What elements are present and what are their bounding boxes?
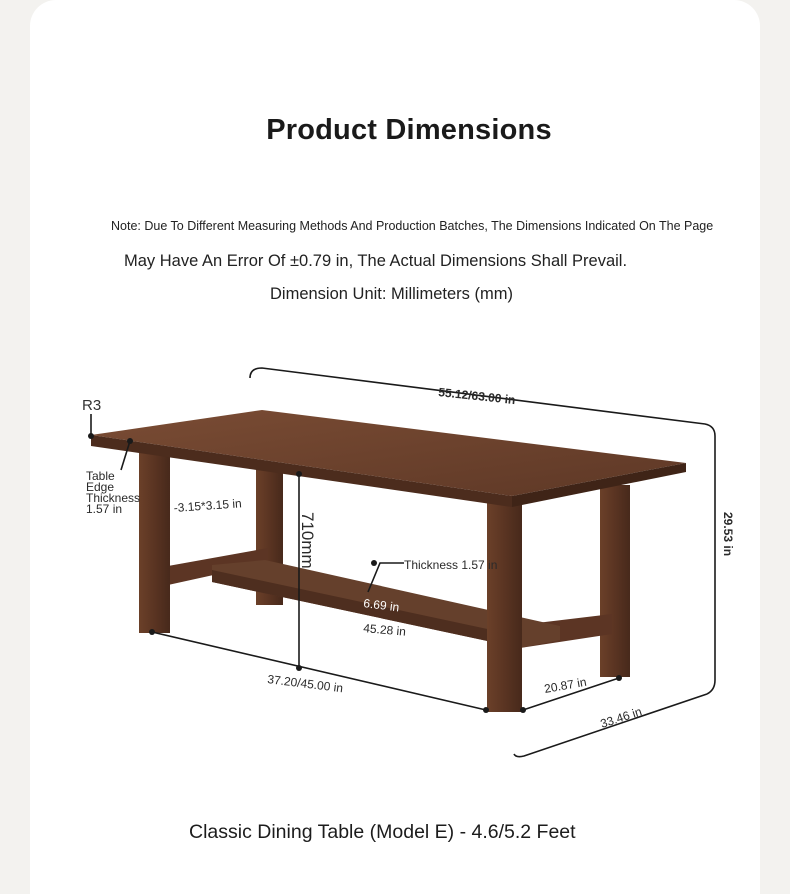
height-dimension-line xyxy=(707,436,715,694)
front-left-leg xyxy=(139,450,170,633)
corner-radius-label: R3 xyxy=(82,397,102,414)
dimension-unit: Dimension Unit: Millimeters (mm) xyxy=(270,285,513,303)
edge-thickness-label-2: Edge xyxy=(86,480,115,494)
inner-length-dimension-line xyxy=(152,632,486,710)
edge-thickness-label-4: 1.57 in xyxy=(86,502,123,516)
product-caption: Classic Dining Table (Model E) - 4.6/5.2 Feet xyxy=(189,821,576,843)
stretcher-height-label: 6.69 in xyxy=(362,596,401,615)
note-line-1: Note: Due To Different Measuring Methods And Production Batches, The Dimensions Indicated On The Page xyxy=(111,219,714,233)
height-label: 29.53 in xyxy=(721,512,735,557)
back-right-leg xyxy=(600,485,630,677)
page-title: Product Dimensions xyxy=(266,114,552,146)
stretcher-length-label: 45.28 in xyxy=(362,621,407,639)
stretcher-thickness-label: Thickness 1.57 in xyxy=(404,558,498,572)
edge-thickness-label-3: Thickness xyxy=(86,491,141,505)
note-line-2: May Have An Error Of ±0.79 in, The Actual Dimensions Shall Prevail. xyxy=(124,252,628,270)
leg-size-label: -3.15*3.15 in xyxy=(173,496,243,515)
inner-length-label: 37.20/45.00 in xyxy=(266,672,344,696)
front-right-leg xyxy=(487,500,522,712)
inner-width-label: 20.87 in xyxy=(543,674,588,696)
width-label: 33.46 in xyxy=(598,704,644,731)
height-mm-label: 710mm xyxy=(298,512,317,569)
edge-thickness-label-1: Table xyxy=(86,469,115,483)
length-label: 55.12/63.00 in xyxy=(437,385,517,408)
